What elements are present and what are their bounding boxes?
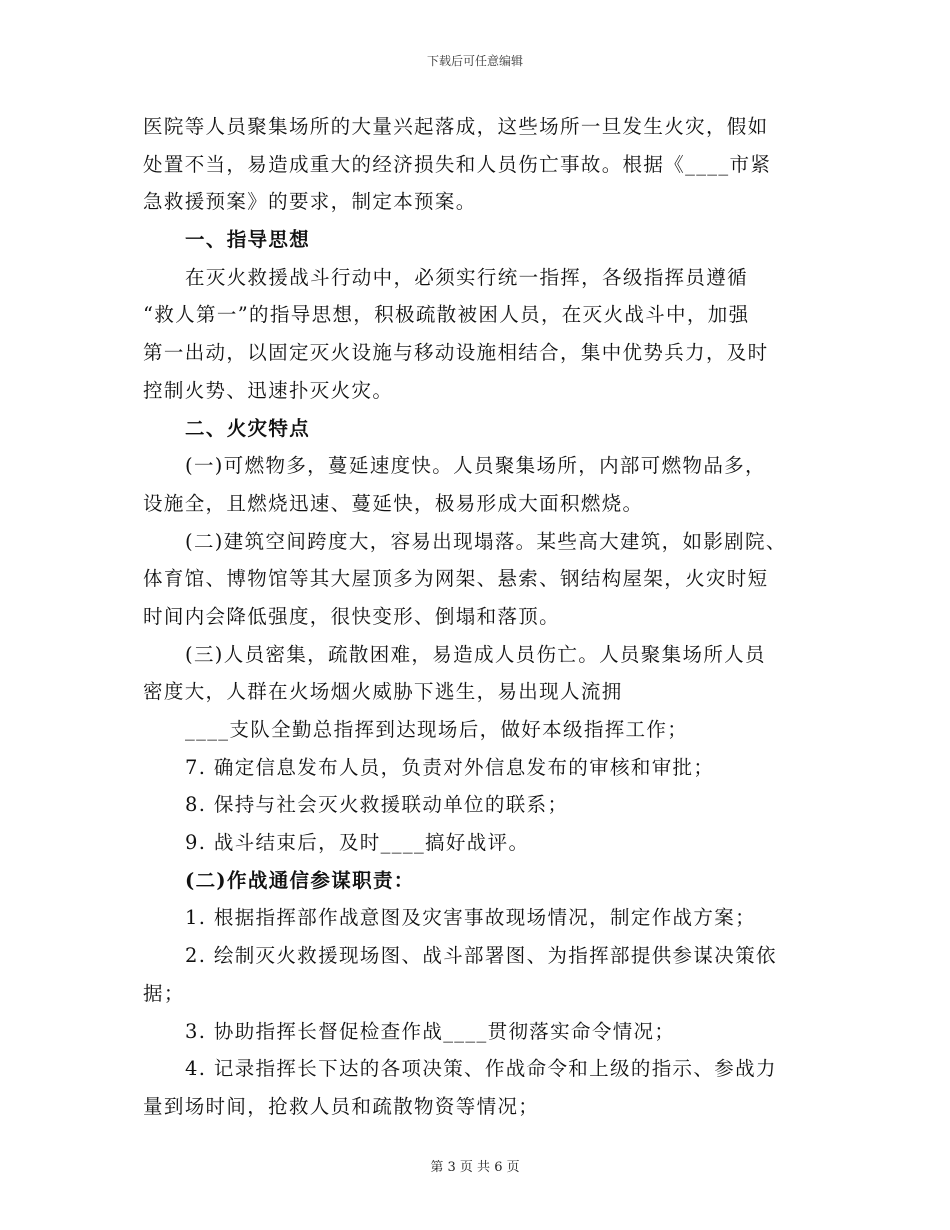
paragraph-line: 据； (143, 981, 185, 1005)
paragraph-line: ____支队全勤总指挥到达现场后，做好本级指挥工作； (185, 718, 689, 741)
paragraph-line: 1. 根据指挥部作战意图及灾害事故现场情况，制定作战方案； (185, 906, 756, 930)
paragraph-line: 医院等人员聚集场所的大量兴起落成，这些场所一旦发生火灾，假如 (143, 115, 769, 138)
page-footer: 第 3 页 共 6 页 (430, 1160, 520, 1175)
paragraph-line: 设施全，且燃烧迅速、蔓延快，极易形成大面积燃烧。 (143, 491, 644, 515)
paragraph-line: 7. 确定信息发布人员，负责对外信息发布的审核和审批； (185, 755, 715, 779)
section-heading: (二)作战通信参谋职责： (185, 868, 415, 892)
paragraph-line: 2. 绘制灭火救援现场图、战斗部署图、为指挥部提供参谋决策依 (185, 944, 777, 968)
paragraph-line: 8. 保持与社会灭火救援联动单位的联系； (185, 793, 569, 817)
paragraph-line: 密度大，人群在火场烟火威胁下逃生，易出现人流拥 (143, 680, 623, 704)
section-heading: 二、火灾特点 (185, 416, 311, 440)
paragraph-line: 急救援预案》的要求，制定本预案。 (143, 190, 477, 214)
paragraph-line: 9. 战斗结束后，及时____搞好战评。 (185, 831, 530, 855)
paragraph-line: 量到场时间，抢救人员和疏散物资等情况； (143, 1094, 540, 1118)
paragraph-line: 第一出动，以固定灭火设施与移动设施相结合，集中优势兵力，及时 (143, 341, 769, 365)
paragraph-line: “救人第一”的指导思想，积极疏散被困人员，在灭火战斗中，加强 (143, 303, 750, 327)
paragraph-line: (二)建筑空间跨度大，容易出现塌落。某些高大建筑，如影剧院、 (185, 529, 787, 553)
paragraph-line: 控制火势、迅速扑灭火灾。 (143, 378, 394, 402)
document-body (143, 108, 813, 1126)
paragraph-line: 处置不当，易造成重大的经济损失和人员伤亡事故。根据《____市紧 (143, 152, 772, 176)
paragraph-line: (三)人员密集，疏散困难，易造成人员伤亡。人员聚集场所人员 (185, 642, 766, 666)
paragraph-line: 4. 记录指挥长下达的各项决策、作战命令和上级的指示、参战力 (185, 1057, 777, 1081)
paragraph-line: 时间内会降低强度，很快变形、倒塌和落顶。 (143, 604, 561, 628)
paragraph-line: 在灭火救援战斗行动中，必须实行统一指挥，各级指挥员遵循 (185, 265, 748, 289)
page-header: 下载后可任意编辑 (426, 54, 523, 68)
paragraph-line: (一)可燃物多，蔓延速度快。人员聚集场所，内部可燃物品多， (185, 454, 766, 478)
paragraph-line: 体育馆、博物馆等其大屋顶多为网架、悬索、钢结构屋架，火灾时短 (143, 567, 769, 591)
paragraph-line: 3. 协助指挥长督促检查作战____贯彻落实命令情况； (185, 1019, 676, 1043)
section-heading: 一、指导思想 (185, 228, 311, 252)
